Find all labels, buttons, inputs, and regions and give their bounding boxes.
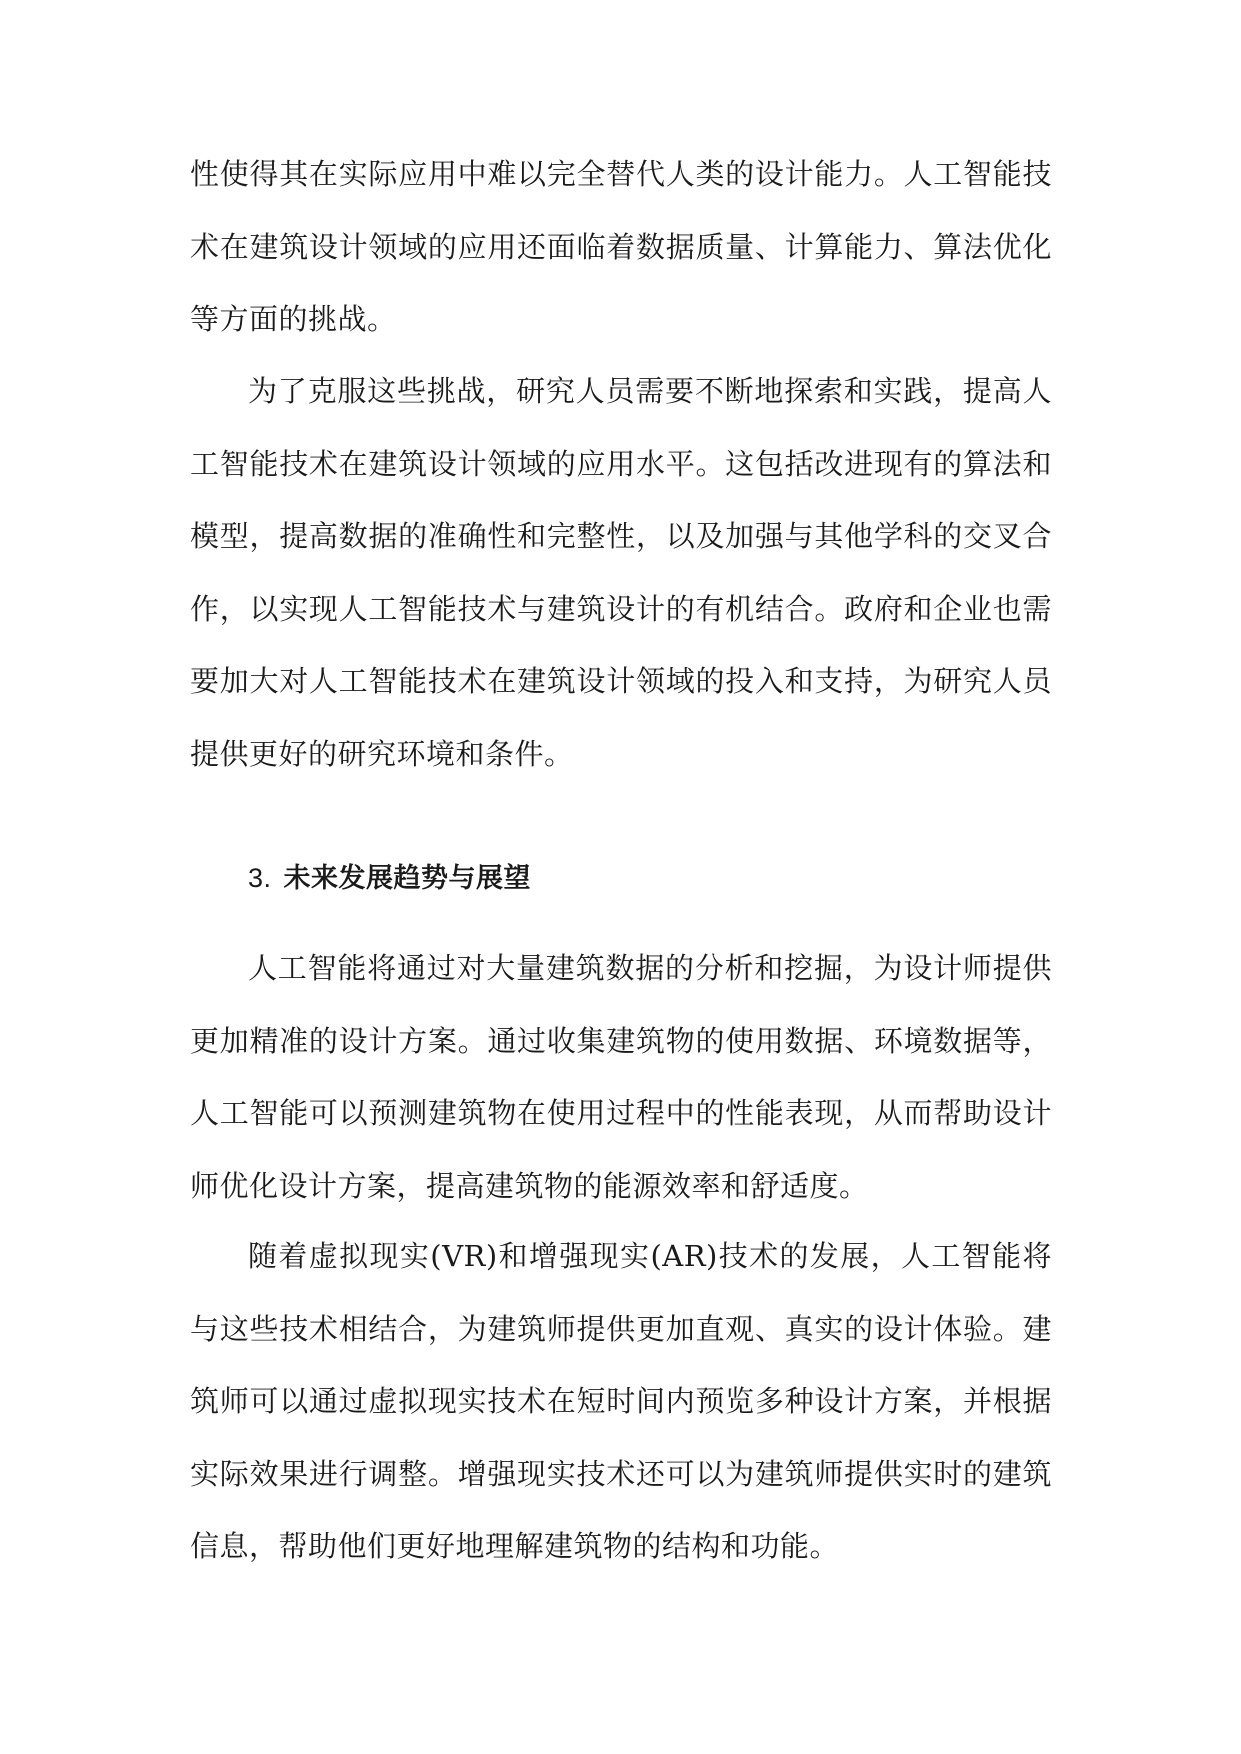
section-heading [248,856,531,895]
paragraph-data-analysis: 人工智能将通过对大量建筑数据的分析和挖掘，为设计师提供更加精准的设计方案。通过收集建筑物的使用数据、环境数据等，人工智能可以预测建筑物在使用过程中的性能表现，从而帮助设计师优化设计方案，提高建筑物的能源效率和舒适度。 [190,951,1052,1203]
paragraph-overcoming-challenges: 为了克服这些挑战，研究人员需要不断地探索和实践，提高人工智能技术在建筑设计领域的应用水平。这包括改进现有的算法和模型，提高数据的准确性和完整性，以及加强与其他学科的交叉合作，以实现人工智能技术与建筑设计的有机结合。政府和企业也需要加大对人工智能技术在建筑设计领域的投入和支持，为研究人员提供更好的研究环境和条件。 [190,374,1052,771]
section-title: 未来发展趋势与展望 [283,863,532,894]
paragraph-vr-ar: 随着虚拟现实(VR)和增强现实(AR)技术的发展，人工智能将与这些技术相结合，为建筑师提供更加直观、真实的设计体验。建筑师可以通过虚拟现实技术在短时间内预览多种设计方案，并根据实际效果进行调整。增强现实技术还可以为建筑师提供实时的建筑信息，帮助他们更好地理解建筑物的结构和功能。 [190,1239,1052,1563]
paragraph-continued: 性使得其在实际应用中难以完全替代人类的设计能力。人工智能技术在建筑设计领域的应用还面临着数据质量、计算能力、算法优化等方面的挑战。 [190,157,1052,336]
section-number: 3. [248,863,272,893]
